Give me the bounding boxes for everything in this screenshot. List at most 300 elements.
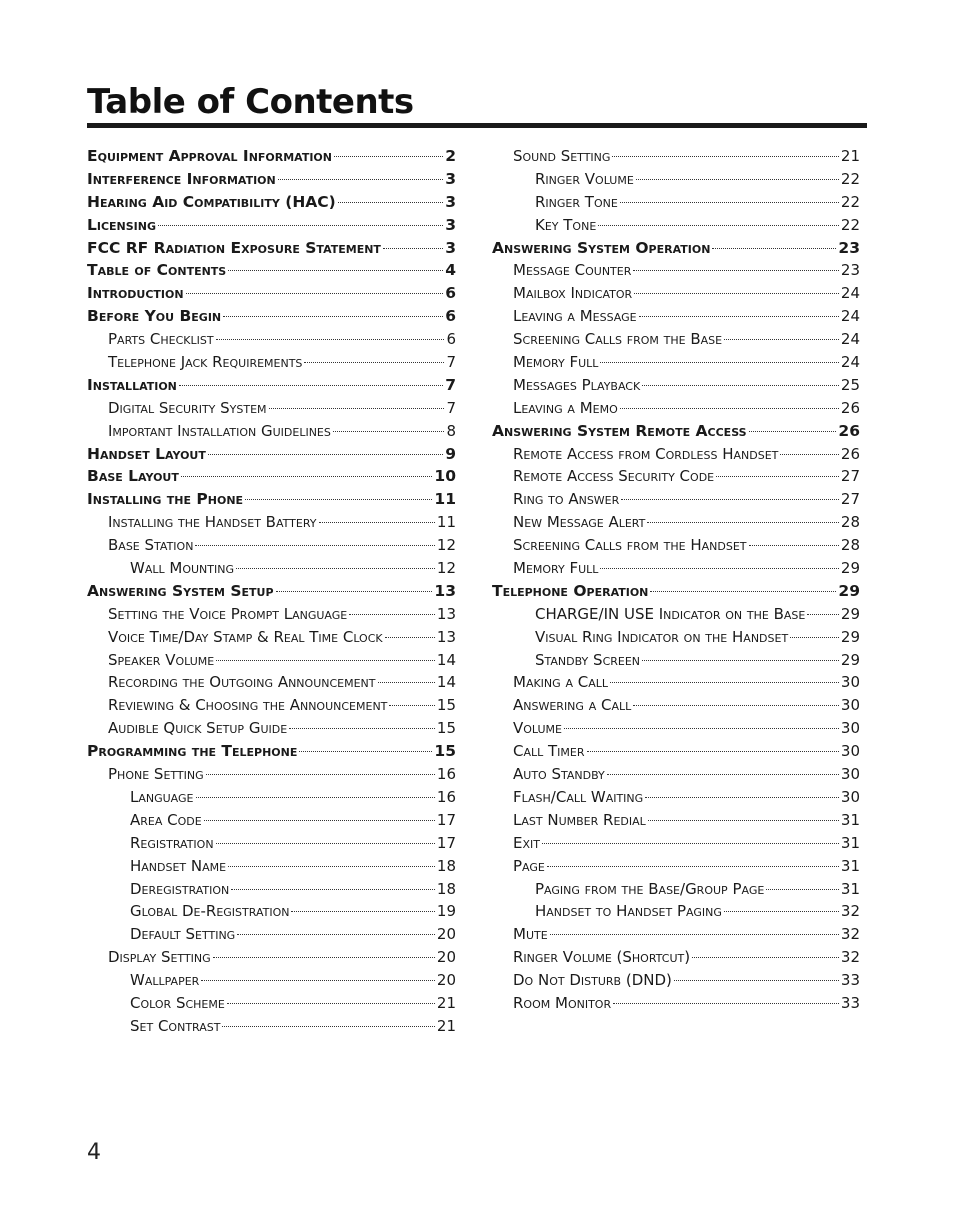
toc-entry-page: 3 xyxy=(445,169,456,188)
toc-entry[interactable] xyxy=(87,534,456,557)
toc-entry[interactable] xyxy=(492,351,860,374)
dot-leader xyxy=(766,889,839,890)
toc-entry-page: 22 xyxy=(840,169,860,188)
dot-leader xyxy=(204,820,435,821)
toc-entry-label: Parts Checklist xyxy=(108,330,214,349)
toc-entry[interactable] xyxy=(492,992,860,1015)
toc-entry[interactable] xyxy=(87,946,456,969)
toc-entry-label: Display Setting xyxy=(108,948,211,967)
toc-entry-label: Global De-Registration xyxy=(130,902,290,921)
toc-entry-label: Registration xyxy=(130,833,214,852)
dot-leader xyxy=(712,248,836,249)
dot-leader xyxy=(716,476,839,477)
toc-entry[interactable] xyxy=(87,626,456,649)
dot-leader xyxy=(650,591,836,592)
toc-entry[interactable] xyxy=(87,717,456,740)
toc-entry[interactable] xyxy=(492,259,860,282)
toc-entry[interactable] xyxy=(87,420,456,443)
toc-entry-label: Leaving a Memo xyxy=(513,398,618,417)
dot-leader xyxy=(236,568,435,569)
dot-leader xyxy=(385,637,435,638)
dot-leader xyxy=(621,499,839,500)
toc-entry[interactable] xyxy=(492,580,860,603)
dot-leader xyxy=(790,637,839,638)
toc-entry-label: Ringer Volume xyxy=(535,169,634,188)
toc-entry-page: 24 xyxy=(840,353,860,372)
toc-entry-label: Key Tone xyxy=(535,215,597,234)
toc-entry-label: Deregistration xyxy=(130,879,230,898)
dot-leader xyxy=(648,820,839,821)
toc-entry-page: 29 xyxy=(840,650,860,669)
toc-entry-page: 22 xyxy=(840,215,860,234)
toc-entry-label: Room Monitor xyxy=(513,993,612,1012)
dot-leader xyxy=(620,408,839,409)
toc-entry[interactable] xyxy=(492,511,860,534)
toc-entry-label: Last Number Redial xyxy=(513,810,646,829)
toc-entry-page: 21 xyxy=(436,993,456,1012)
dot-leader xyxy=(228,270,443,271)
toc-entry-page: 13 xyxy=(434,581,456,600)
toc-entry-page: 17 xyxy=(436,810,456,829)
dot-leader xyxy=(213,957,435,958)
toc-entry-label: Memory Full xyxy=(513,559,599,578)
toc-entry[interactable] xyxy=(492,946,860,969)
toc-entry[interactable] xyxy=(492,168,860,191)
dot-leader xyxy=(333,431,445,432)
toc-entry-label: Paging from the Base/Group Page xyxy=(535,879,765,898)
toc-entry-label: Handset Name xyxy=(130,856,227,875)
toc-entry-page: 7 xyxy=(446,398,456,417)
toc-entry[interactable] xyxy=(492,282,860,305)
toc-entry-label: Do Not Disturb (DND) xyxy=(513,971,672,990)
dot-leader xyxy=(276,591,433,592)
toc-entry-label: Interference Information xyxy=(87,169,276,188)
toc-entry-label: Answering a Call xyxy=(513,696,632,715)
toc-entry[interactable] xyxy=(492,649,860,672)
toc-entry-label: Messages Playback xyxy=(513,375,641,394)
toc-entry-page: 12 xyxy=(436,559,456,578)
toc-entry-page: 30 xyxy=(840,742,860,761)
toc-entry[interactable] xyxy=(87,992,456,1015)
dot-leader xyxy=(692,957,839,958)
dot-leader xyxy=(607,774,839,775)
toc-entry-label: Remote Access Security Code xyxy=(513,467,715,486)
toc-entry-page: 31 xyxy=(840,879,860,898)
toc-entry[interactable] xyxy=(492,878,860,901)
toc-entry-label: Auto Standby xyxy=(513,765,605,784)
toc-entry[interactable] xyxy=(492,374,860,397)
toc-entry[interactable] xyxy=(492,420,860,443)
toc-entry-label: Mailbox Indicator xyxy=(513,284,633,303)
toc-entry-page: 24 xyxy=(840,284,860,303)
toc-entry-page: 23 xyxy=(840,261,860,280)
toc-entry-label: New Message Alert xyxy=(513,513,646,532)
toc-entry-page: 17 xyxy=(436,833,456,852)
toc-entry[interactable] xyxy=(87,557,456,580)
dot-leader xyxy=(195,545,434,546)
toc-entry-page: 2 xyxy=(445,147,456,165)
toc-entry-label: Introduction xyxy=(87,284,184,303)
toc-entry-label: Reviewing & Choosing the Announcement xyxy=(108,696,388,715)
toc-entry[interactable] xyxy=(492,855,860,878)
dot-leader xyxy=(600,568,839,569)
page-number: 4 xyxy=(87,1140,101,1165)
toc-entry[interactable] xyxy=(492,557,860,580)
toc-entry[interactable] xyxy=(87,740,456,763)
toc-entry[interactable] xyxy=(492,809,860,832)
toc-entry-label: Mute xyxy=(513,925,548,944)
toc-entry-page: 25 xyxy=(840,375,860,394)
toc-entry[interactable] xyxy=(492,832,860,855)
dot-leader xyxy=(231,889,435,890)
toc-entry[interactable] xyxy=(492,214,860,237)
dot-leader xyxy=(278,179,443,180)
toc-entry-label: Ringer Volume (Shortcut) xyxy=(513,948,691,967)
toc-entry[interactable] xyxy=(492,237,860,260)
toc-entry-label: Telephone Jack Requirements xyxy=(108,353,303,372)
toc-entry-page: 12 xyxy=(436,536,456,555)
toc-entry-label: Programming the Telephone xyxy=(87,742,298,761)
dot-leader xyxy=(299,751,432,752)
toc-entry-label: Installing the Handset Battery xyxy=(108,513,317,532)
toc-entry-label: CHARGE/IN USE Indicator on the Base xyxy=(535,604,806,623)
toc-entry-page: 10 xyxy=(434,467,456,486)
toc-entry[interactable] xyxy=(87,168,456,191)
dot-leader xyxy=(383,248,443,249)
toc-entry[interactable] xyxy=(87,282,456,305)
toc-entry-page: 4 xyxy=(445,261,456,280)
dot-leader xyxy=(269,408,445,409)
dot-leader xyxy=(186,293,444,294)
dot-leader xyxy=(334,156,443,157)
toc-entry-label: Telephone Operation xyxy=(492,581,649,600)
toc-entry[interactable] xyxy=(87,145,456,168)
toc-entry-page: 13 xyxy=(436,604,456,623)
dot-leader xyxy=(547,866,839,867)
toc-entry-page: 3 xyxy=(445,192,456,211)
toc-entry[interactable] xyxy=(492,626,860,649)
toc-entry-page: 18 xyxy=(436,879,456,898)
toc-entry-page: 30 xyxy=(840,787,860,806)
toc-entry-page: 7 xyxy=(446,353,456,372)
toc-entry-label: Phone Setting xyxy=(108,765,204,784)
toc-entry[interactable] xyxy=(87,855,456,878)
toc-entry-label: Remote Access from Cordless Handset xyxy=(513,444,779,463)
toc-entry-page: 30 xyxy=(840,696,860,715)
dot-leader xyxy=(600,362,839,363)
toc-entry-page: 16 xyxy=(436,787,456,806)
toc-entry-page: 27 xyxy=(840,467,860,486)
toc-entry-label: Language xyxy=(130,787,194,806)
toc-entry-label: Page xyxy=(513,856,545,875)
dot-leader xyxy=(181,476,433,477)
toc-entry-label: Before You Begin xyxy=(87,307,222,326)
toc-entry-label: Handset to Handset Paging xyxy=(535,902,722,921)
toc-entry[interactable] xyxy=(492,694,860,717)
dot-leader xyxy=(612,156,838,157)
dot-leader xyxy=(749,545,839,546)
dot-leader xyxy=(389,705,435,706)
toc-entry[interactable] xyxy=(492,191,860,214)
toc-entry[interactable] xyxy=(87,832,456,855)
toc-entry-label: Table of Contents xyxy=(87,261,227,280)
dot-leader xyxy=(196,797,435,798)
dot-leader xyxy=(158,225,443,226)
toc-entry-label: Base Layout xyxy=(87,467,179,486)
toc-entry-page: 20 xyxy=(436,925,456,944)
toc-entry-label: Leaving a Message xyxy=(513,307,637,326)
dot-leader xyxy=(291,911,434,912)
toc-entry-label: Wall Mounting xyxy=(130,559,234,578)
toc-entry-page: 29 xyxy=(840,604,860,623)
toc-entry-page: 27 xyxy=(840,490,860,509)
toc-entry-page: 15 xyxy=(436,719,456,738)
dot-leader xyxy=(564,728,839,729)
toc-entry[interactable] xyxy=(87,305,456,328)
dot-leader xyxy=(378,682,435,683)
toc-entry-page: 3 xyxy=(445,238,456,257)
toc-entry[interactable] xyxy=(87,191,456,214)
dot-leader xyxy=(222,1026,434,1027)
toc-entry[interactable] xyxy=(492,671,860,694)
dot-leader xyxy=(610,682,839,683)
toc-entry-page: 26 xyxy=(840,398,860,417)
toc-entry[interactable] xyxy=(87,351,456,374)
dot-leader xyxy=(227,1003,435,1004)
toc-entry-label: Voice Time/Day Stamp & Real Time Clock xyxy=(108,627,383,646)
toc-entry-label: FCC RF Radiation Exposure Statement xyxy=(87,238,381,257)
toc-entry-label: Wallpaper xyxy=(130,971,200,990)
page-title: Table of Contents xyxy=(87,82,414,122)
dot-leader xyxy=(550,934,839,935)
toc-entry-label: Installing the Phone xyxy=(87,490,244,509)
toc-entry-page: 8 xyxy=(446,421,456,440)
toc-entry-label: Standby Screen xyxy=(535,650,641,669)
toc-entry-label: Important Installation Guidelines xyxy=(108,421,331,440)
toc-entry-label: Licensing xyxy=(87,215,157,234)
dot-leader xyxy=(587,751,839,752)
dot-leader xyxy=(206,774,435,775)
dot-leader xyxy=(304,362,444,363)
dot-leader xyxy=(674,980,839,981)
toc-entry[interactable] xyxy=(87,580,456,603)
toc-entry[interactable] xyxy=(492,534,860,557)
toc-entry-page: 31 xyxy=(840,833,860,852)
toc-entry-page: 29 xyxy=(838,581,860,600)
toc-column-right xyxy=(492,145,860,1015)
toc-entry-page: 14 xyxy=(436,650,456,669)
toc-entry[interactable] xyxy=(87,328,456,351)
toc-entry-page: 29 xyxy=(840,627,860,646)
toc-entry-page: 23 xyxy=(838,238,860,257)
toc-entry[interactable] xyxy=(87,969,456,992)
toc-entry-label: Message Counter xyxy=(513,261,632,280)
toc-entry-label: Color Scheme xyxy=(130,993,225,1012)
toc-entry[interactable] xyxy=(492,717,860,740)
toc-entry-label: Answering System Remote Access xyxy=(492,421,747,440)
toc-entry-label: Screening Calls from the Base xyxy=(513,330,723,349)
dot-leader xyxy=(620,202,839,203)
toc-entry[interactable] xyxy=(87,488,456,511)
toc-entry-label: Setting the Voice Prompt Language xyxy=(108,604,348,623)
toc-entry-label: Handset Layout xyxy=(87,444,206,463)
toc-entry-page: 33 xyxy=(840,971,860,990)
dot-leader xyxy=(598,225,839,226)
title-divider xyxy=(87,123,867,128)
toc-entry[interactable] xyxy=(492,603,860,626)
toc-entry-page: 26 xyxy=(840,444,860,463)
dot-leader xyxy=(613,1003,839,1004)
toc-entry[interactable] xyxy=(87,237,456,260)
dot-leader xyxy=(289,728,435,729)
dot-leader xyxy=(634,293,839,294)
toc-entry-label: Making a Call xyxy=(513,673,608,692)
toc-entry[interactable] xyxy=(492,786,860,809)
dot-leader xyxy=(633,705,839,706)
toc-entry-label: Exit xyxy=(513,833,540,852)
toc-entry-label: Hearing Aid Compatibility (HAC) xyxy=(87,192,336,211)
toc-entry-label: Equipment Approval Information xyxy=(87,147,332,165)
toc-entry-page: 29 xyxy=(840,559,860,578)
toc-entry[interactable] xyxy=(87,465,456,488)
toc-entry[interactable] xyxy=(87,671,456,694)
toc-entry[interactable] xyxy=(492,900,860,923)
toc-entry-page: 13 xyxy=(436,627,456,646)
toc-entry-label: Base Station xyxy=(108,536,194,555)
toc-entry[interactable] xyxy=(492,328,860,351)
toc-entry[interactable] xyxy=(87,694,456,717)
dot-leader xyxy=(639,316,839,317)
dot-leader xyxy=(245,499,432,500)
dot-leader xyxy=(216,339,445,340)
toc-entry[interactable] xyxy=(492,488,860,511)
dot-leader xyxy=(208,454,443,455)
toc-entry[interactable] xyxy=(87,763,456,786)
toc-entry[interactable] xyxy=(87,214,456,237)
dot-leader xyxy=(642,385,839,386)
toc-entry[interactable] xyxy=(492,969,860,992)
toc-entry[interactable] xyxy=(87,397,456,420)
toc-entry-page: 28 xyxy=(840,536,860,555)
toc-entry-page: 30 xyxy=(840,673,860,692)
toc-entry-page: 32 xyxy=(840,902,860,921)
toc-entry[interactable] xyxy=(87,511,456,534)
toc-entry[interactable] xyxy=(492,145,860,168)
dot-leader xyxy=(807,614,839,615)
toc-entry-page: 16 xyxy=(436,765,456,784)
toc-entry-label: Set Contrast xyxy=(130,1016,221,1035)
toc-entry[interactable] xyxy=(492,740,860,763)
toc-entry-page: 14 xyxy=(436,673,456,692)
toc-entry-page: 20 xyxy=(436,971,456,990)
toc-entry[interactable] xyxy=(87,649,456,672)
toc-entry-label: Speaker Volume xyxy=(108,650,215,669)
toc-entry-page: 18 xyxy=(436,856,456,875)
dot-leader xyxy=(349,614,435,615)
toc-entry[interactable] xyxy=(87,923,456,946)
toc-entry-page: 21 xyxy=(436,1016,456,1035)
toc-entry-label: Answering System Setup xyxy=(87,581,274,600)
dot-leader xyxy=(216,660,435,661)
toc-entry[interactable] xyxy=(492,763,860,786)
toc-entry-page: 6 xyxy=(445,307,456,326)
toc-entry[interactable] xyxy=(87,786,456,809)
toc-entry[interactable] xyxy=(492,443,860,466)
toc-entry-page: 32 xyxy=(840,948,860,967)
toc-entry-label: Digital Security System xyxy=(108,398,267,417)
dot-leader xyxy=(338,202,443,203)
dot-leader xyxy=(633,270,839,271)
toc-entry-label: Recording the Outgoing Announcement xyxy=(108,673,376,692)
dot-leader xyxy=(642,660,839,661)
dot-leader xyxy=(216,843,435,844)
toc-entry-label: Visual Ring Indicator on the Handset xyxy=(535,627,789,646)
toc-entry[interactable] xyxy=(492,305,860,328)
toc-entry-page: 6 xyxy=(446,330,456,349)
toc-entry-label: Ringer Tone xyxy=(535,192,618,211)
toc-column-left xyxy=(87,145,456,1038)
toc-entry[interactable] xyxy=(87,603,456,626)
toc-entry-page: 33 xyxy=(840,993,860,1012)
toc-entry[interactable] xyxy=(87,809,456,832)
toc-entry[interactable] xyxy=(87,259,456,282)
toc-entry-page: 19 xyxy=(436,902,456,921)
toc-entry-page: 26 xyxy=(838,421,860,440)
toc-entry-page: 3 xyxy=(445,215,456,234)
toc-entry-label: Default Setting xyxy=(130,925,236,944)
toc-entry-page: 6 xyxy=(445,284,456,303)
toc-entry[interactable] xyxy=(87,1015,456,1038)
toc-entry-page: 30 xyxy=(840,765,860,784)
toc-entry[interactable] xyxy=(492,465,860,488)
toc-entry-page: 24 xyxy=(840,330,860,349)
toc-entry[interactable] xyxy=(492,923,860,946)
toc-entry[interactable] xyxy=(87,900,456,923)
dot-leader xyxy=(780,454,839,455)
dot-leader xyxy=(636,179,839,180)
toc-entry[interactable] xyxy=(87,443,456,466)
toc-entry-label: Memory Full xyxy=(513,353,599,372)
toc-entry-label: Volume xyxy=(513,719,562,738)
dot-leader xyxy=(228,866,435,867)
dot-leader xyxy=(319,522,435,523)
dot-leader xyxy=(201,980,435,981)
toc-entry-page: 30 xyxy=(840,719,860,738)
toc-entry-page: 11 xyxy=(436,513,456,532)
toc-entry-label: Ring to Answer xyxy=(513,490,620,509)
toc-entry-page: 24 xyxy=(840,307,860,326)
toc-entry-page: 9 xyxy=(445,444,456,463)
toc-entry-label: Answering System Operation xyxy=(492,238,711,257)
toc-entry-page: 15 xyxy=(436,696,456,715)
toc-entry[interactable] xyxy=(492,397,860,420)
dot-leader xyxy=(749,431,837,432)
dot-leader xyxy=(645,797,839,798)
dot-leader xyxy=(647,522,839,523)
toc-entry-page: 22 xyxy=(840,192,860,211)
toc-entry-label: Call Timer xyxy=(513,742,585,761)
toc-entry-label: Screening Calls from the Handset xyxy=(513,536,747,555)
toc-entry-page: 15 xyxy=(434,742,456,761)
dot-leader xyxy=(179,385,443,386)
toc-entry-label: Flash/Call Waiting xyxy=(513,787,644,806)
toc-entry[interactable] xyxy=(87,878,456,901)
dot-leader xyxy=(724,339,839,340)
toc-entry-page: 28 xyxy=(840,513,860,532)
toc-entry-page: 20 xyxy=(436,948,456,967)
toc-entry-page: 21 xyxy=(840,147,860,165)
toc-entry[interactable] xyxy=(87,374,456,397)
